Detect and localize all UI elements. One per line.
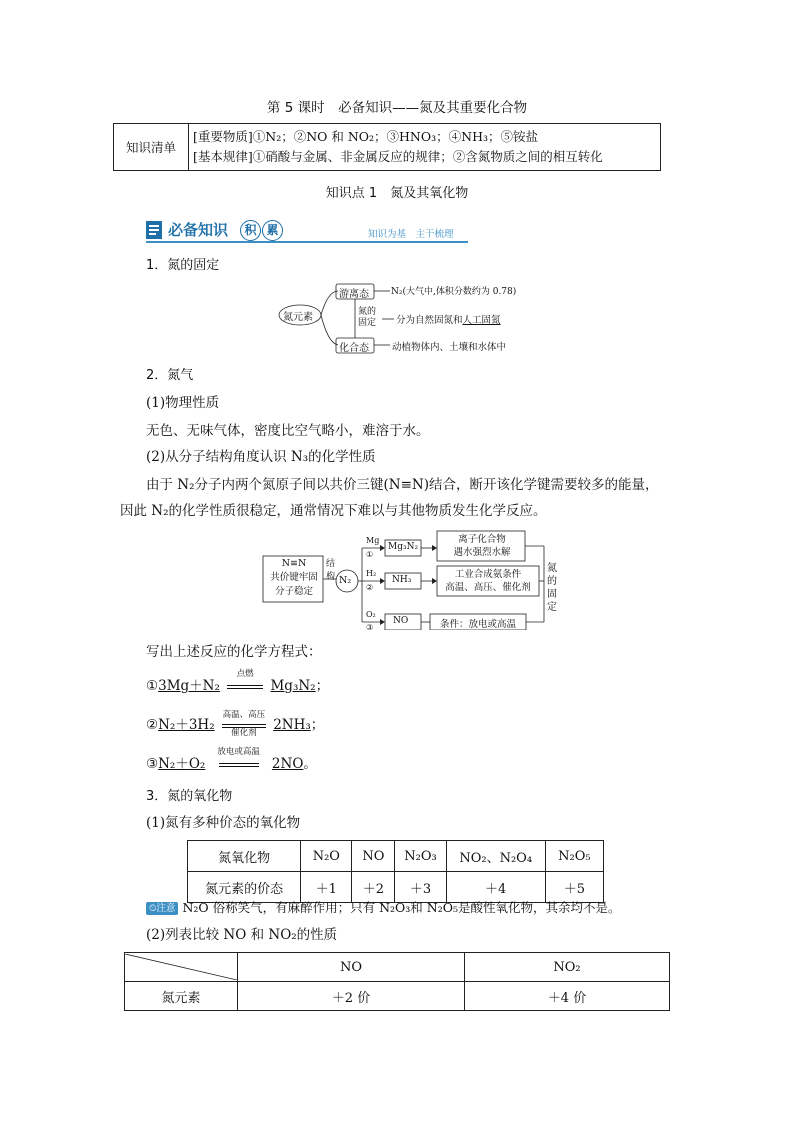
ammonia-note-line-2: 高温、高压、催化剂 [445, 582, 531, 593]
fixation-label: 氮的固定 [358, 307, 377, 328]
table-cell: 氮元素 [125, 982, 238, 1011]
reaction-1-num: ① [366, 550, 374, 559]
equation-1-num: ① [146, 678, 159, 694]
note-line [146, 898, 620, 918]
chemical-properties-heading: (2)从分子结构角度认识 N₃的化学性质 [146, 449, 376, 465]
element-nitrogen-node: 氮元素 [283, 312, 313, 323]
summary-line-1: [重要物质]①N₂；②NO 和 NO₂；③HNO₃；④NH₃；⑤铵盐 [193, 129, 538, 144]
banner-title: 必备知识 [168, 221, 229, 239]
reagent-mg: Mg [366, 536, 380, 545]
equation-1-lhs: 3Mg＋N₂ [158, 678, 220, 694]
equation-3 [146, 747, 317, 774]
table-cell: ＋4 价 [465, 982, 670, 1011]
fixation-desc-key: 人工固氮 [462, 315, 501, 326]
mg3n2-note-line-1: 离子化合物 [458, 534, 506, 545]
ammonia-synthesis-note [438, 568, 538, 594]
ammonia-note-line-1: 工业合成氨条件 [454, 569, 522, 580]
clock-icon: ⏲ [149, 903, 157, 914]
table-row [125, 982, 670, 1011]
knowledge-summary-table [113, 123, 661, 171]
equation-2 [146, 710, 325, 738]
n2-center-node: N₂ [339, 575, 352, 586]
oxide-valence-table [187, 840, 604, 903]
table-cell: ＋2 [352, 872, 395, 903]
equation-2-rhs: 2NH₃ [273, 717, 311, 733]
product-nh3: NH₃ [392, 575, 412, 585]
equation-2-arrow [219, 710, 269, 738]
mg3n2-note [440, 533, 524, 559]
product-mg3n2: Mg₃N₂ [388, 542, 419, 552]
banner-subtitle: 知识为基 主干梳理 [368, 229, 454, 240]
section-banner [146, 216, 468, 244]
equation-1-arrow [224, 669, 266, 696]
no-condition-note: 条件：放电或高温 [439, 619, 516, 630]
table-cell: N₂O₃ [395, 841, 446, 872]
fixation-desc-text: 分为自然固氮和 [396, 315, 463, 326]
section-1-heading: 1．氮的固定 [146, 258, 220, 273]
table-row [125, 953, 670, 982]
reagent-h2: H₂ [366, 569, 377, 578]
diagonal-line [125, 954, 237, 980]
summary-content [189, 124, 661, 171]
table-corner-cell [125, 953, 238, 982]
note-tag-text: 注意 [156, 903, 176, 914]
equation-3-lhs: N₂＋O₂ [158, 756, 206, 772]
table-cell: N₂O [301, 841, 352, 872]
equation-2-condition-top: 高温、高压 [222, 710, 266, 720]
reagent-o2: O₂ [366, 610, 376, 619]
chemical-properties-line-2: 因此 N₂的化学性质很稳定，通常情况下难以与其他物质发生化学反应。 [120, 503, 547, 519]
table-cell: NO₂ [465, 953, 670, 982]
table-cell: ＋5 [545, 872, 603, 903]
table-cell: 氮氧化物 [188, 841, 301, 872]
structure-label: 结构 [326, 559, 336, 582]
knowledge-point-title: 知识点 1 氮及其氧化物 [325, 186, 469, 201]
equation-1-condition: 点燃 [236, 669, 254, 679]
equation-3-num: ③ [146, 756, 159, 772]
triple-bond-strong: 共价键牢固 [270, 572, 318, 583]
table-cell: ＋1 [301, 872, 352, 903]
equation-2-num: ② [146, 717, 159, 733]
table-cell: ＋2 价 [238, 982, 465, 1011]
mg3n2-note-line-2: 遇水强烈水解 [453, 547, 511, 558]
free-state-node: 游离态 [339, 289, 369, 300]
reaction-3-num: ③ [366, 623, 374, 632]
product-no: NO [393, 616, 409, 626]
bound-state-node: 化合态 [339, 343, 369, 354]
equation-2-condition-bottom: 催化剂 [231, 728, 257, 738]
equation-1 [146, 669, 330, 696]
chemical-properties-line-1: 由于 N₂分子内两个氮原子间以共价三键(N≡N)结合，断开该化学键需要较多的能量， [146, 477, 659, 493]
no-no2-compare-table [124, 952, 670, 1011]
banner-badge-1: 积 [240, 220, 261, 241]
section-3-heading: 3．氮的氧化物 [146, 789, 233, 804]
table-cell: 氮元素的价态 [188, 872, 301, 903]
molecule-stable: 分子稳定 [274, 586, 313, 597]
physical-properties-text: 无色、无味气体，密度比空气略小，难溶于水。 [146, 423, 430, 439]
section-2-heading: 2．氮气 [146, 368, 194, 383]
equation-3-end: 。 [303, 756, 317, 772]
equation-1-end: ； [315, 678, 330, 694]
note-tag [146, 902, 178, 915]
free-state-desc: N₂(大气中,体积分数约为 0.78) [391, 287, 517, 297]
page-title: 第 5 课时 必备知识——氮及其重要化合物 [266, 100, 528, 116]
table-cell: ＋3 [395, 872, 446, 903]
table-cell: N₂O₅ [545, 841, 603, 872]
table-cell: NO [352, 841, 395, 872]
equation-2-end: ； [310, 717, 325, 733]
summary-line-2: [基本规律]①硝酸与金属、非金属反应的规律；②含氮物质之间的相互转化 [193, 149, 603, 164]
note-text: N₂O 俗称笑气，有麻醉作用；只有 N₂O₃和 N₂O₅是酸性氧化物，其余均不是。 [182, 900, 621, 915]
banner-badge-2: 累 [262, 220, 283, 241]
fixation-side-label: 氮的固定 [547, 563, 557, 613]
bound-state-desc: 动植物体内、土壤和水体中 [392, 342, 507, 353]
physical-properties-heading: (1)物理性质 [146, 395, 220, 411]
table-cell: NO₂、N₂O₄ [446, 841, 545, 872]
equations-intro: 写出上述反应的化学方程式： [146, 644, 322, 660]
table-cell: NO [238, 953, 465, 982]
triple-bond-box [268, 557, 320, 599]
triple-bond-formula: N≡N [281, 558, 307, 569]
equation-3-rhs: 2NO [271, 756, 304, 772]
table-cell: ＋4 [446, 872, 545, 903]
table-row [188, 841, 604, 872]
equation-1-rhs: Mg₃N₂ [270, 678, 316, 694]
fixation-desc [396, 312, 501, 326]
compare-heading: (2)列表比较 NO 和 NO₂的性质 [146, 927, 338, 943]
equation-3-arrow [210, 747, 268, 774]
equation-3-condition: 放电或高温 [217, 747, 260, 757]
oxides-heading: (1)氮有多种价态的氧化物 [146, 815, 301, 831]
equation-2-lhs: N₂＋3H₂ [158, 717, 215, 733]
reaction-2-num: ② [366, 583, 374, 592]
summary-label: 知识清单 [114, 124, 189, 171]
nitrogen-reactions-diagram [262, 530, 572, 630]
nitrogen-fixation-diagram [278, 281, 568, 357]
